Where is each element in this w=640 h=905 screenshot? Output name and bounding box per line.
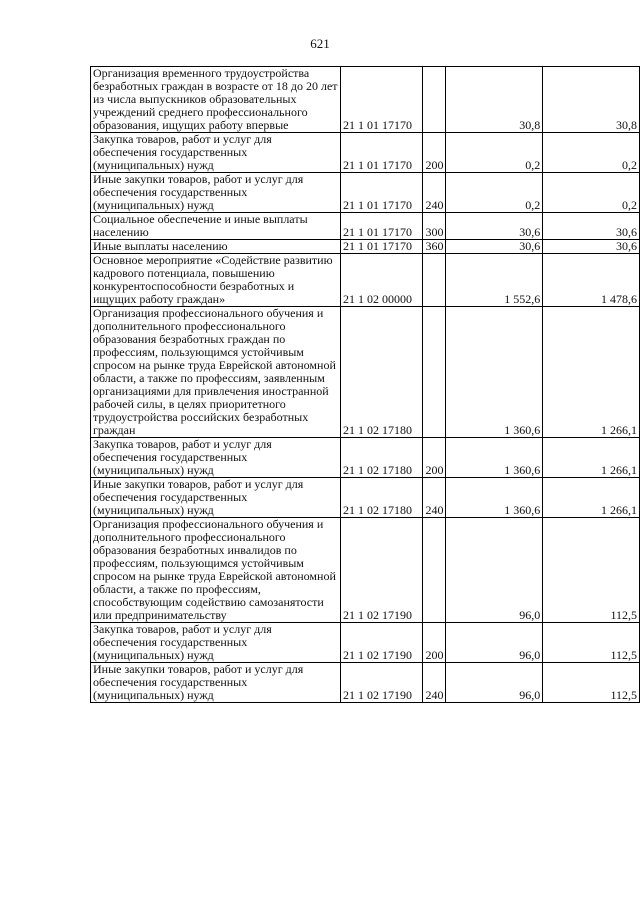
table-row xyxy=(91,307,640,438)
expense-type-code-cell: 300 xyxy=(423,213,446,240)
target-article-code-cell: 21 1 01 17170 xyxy=(340,67,423,133)
target-article-code-cell: 21 1 02 17190 xyxy=(340,623,423,663)
table-row xyxy=(91,518,640,623)
target-article-code-cell: 21 1 02 17180 xyxy=(340,307,423,438)
page-number: 621 xyxy=(310,36,330,51)
amount-year-2-cell: 112,5 xyxy=(543,663,640,703)
table-row xyxy=(91,240,640,254)
amount-year-1-cell: 30,6 xyxy=(446,240,543,254)
table-row xyxy=(91,173,640,213)
expense-name-cell: Основное мероприятие «Содействие развитию кадрового потенциала, повышению конкурентоспособности безработных и ищущих работу граждан» xyxy=(91,254,341,307)
amount-year-2-cell: 0,2 xyxy=(543,173,640,213)
expense-name-cell: Организация временного трудоустройства безработных граждан в возрасте от 18 до 20 лет из числа выпускников образовательных учреждений среднего профессионального образования, ищущих работу впервые xyxy=(91,67,341,133)
amount-year-1-cell: 1 360,6 xyxy=(446,438,543,478)
expense-name-cell: Закупка товаров, работ и услуг для обеспечения государственных (муниципальных) нужд xyxy=(91,623,341,663)
amount-year-1-cell: 0,2 xyxy=(446,173,543,213)
target-article-code-cell: 21 1 02 17190 xyxy=(340,663,423,703)
amount-year-1-cell: 96,0 xyxy=(446,663,543,703)
table-row xyxy=(91,663,640,703)
table-row xyxy=(91,67,640,133)
target-article-code-cell: 21 1 01 17170 xyxy=(340,133,423,173)
amount-year-2-cell: 0,2 xyxy=(543,133,640,173)
target-article-code-cell: 21 1 01 17170 xyxy=(340,173,423,213)
amount-year-1-cell: 96,0 xyxy=(446,623,543,663)
expense-type-code-cell: 200 xyxy=(423,133,446,173)
amount-year-2-cell: 30,6 xyxy=(543,213,640,240)
expense-type-code-cell: 200 xyxy=(423,623,446,663)
expense-name-cell: Закупка товаров, работ и услуг для обеспечения государственных (муниципальных) нужд xyxy=(91,133,341,173)
expense-name-cell: Организация профессионального обучения и дополнительного профессионального образования безработных граждан по профессиям, пользующимся устойчивым спросом на рынке труда Еврейской автономной области, а также по профессиям, заявленным организациями для привлечения иностранной рабочей силы, в целях приоритетного трудоустройства российских безработных граждан xyxy=(91,307,341,438)
expense-type-code-cell: 240 xyxy=(423,663,446,703)
table-row xyxy=(91,133,640,173)
amount-year-2-cell: 112,5 xyxy=(543,623,640,663)
target-article-code-cell: 21 1 01 17170 xyxy=(340,240,423,254)
table-row xyxy=(91,213,640,240)
table-row xyxy=(91,254,640,307)
amount-year-2-cell: 1 478,6 xyxy=(543,254,640,307)
expense-type-code-cell xyxy=(423,67,446,133)
amount-year-1-cell: 30,8 xyxy=(446,67,543,133)
amount-year-1-cell: 1 360,6 xyxy=(446,307,543,438)
amount-year-2-cell: 1 266,1 xyxy=(543,438,640,478)
amount-year-2-cell: 30,8 xyxy=(543,67,640,133)
expense-name-cell: Иные закупки товаров, работ и услуг для обеспечения государственных (муниципальных) нужд xyxy=(91,478,341,518)
amount-year-1-cell: 1 360,6 xyxy=(446,478,543,518)
expense-name-cell: Социальное обеспечение и иные выплаты населению xyxy=(91,213,341,240)
target-article-code-cell: 21 1 02 00000 xyxy=(340,254,423,307)
budget-table-body xyxy=(91,67,640,703)
expense-name-cell: Организация профессионального обучения и дополнительного профессионального образования безработных инвалидов по профессиям, пользующимся устойчивым спросом на рынке труда Еврейской автономной области, а также по профессиям, способствующим содействию самозанятости или предпринимательству xyxy=(91,518,341,623)
expense-type-code-cell: 360 xyxy=(423,240,446,254)
table-row xyxy=(91,623,640,663)
amount-year-2-cell: 1 266,1 xyxy=(543,307,640,438)
budget-table xyxy=(90,66,640,703)
amount-year-1-cell: 0,2 xyxy=(446,133,543,173)
expense-type-code-cell xyxy=(423,307,446,438)
amount-year-2-cell: 1 266,1 xyxy=(543,478,640,518)
expense-type-code-cell: 200 xyxy=(423,438,446,478)
expense-type-code-cell xyxy=(423,518,446,623)
amount-year-2-cell: 112,5 xyxy=(543,518,640,623)
table-row xyxy=(91,478,640,518)
expense-type-code-cell: 240 xyxy=(423,173,446,213)
expense-name-cell: Иные закупки товаров, работ и услуг для обеспечения государственных (муниципальных) нужд xyxy=(91,663,341,703)
target-article-code-cell: 21 1 02 17180 xyxy=(340,478,423,518)
amount-year-1-cell: 1 552,6 xyxy=(446,254,543,307)
target-article-code-cell: 21 1 02 17180 xyxy=(340,438,423,478)
amount-year-1-cell: 30,6 xyxy=(446,213,543,240)
expense-name-cell: Иные закупки товаров, работ и услуг для обеспечения государственных (муниципальных) нужд xyxy=(91,173,341,213)
amount-year-2-cell: 30,6 xyxy=(543,240,640,254)
expense-name-cell: Иные выплаты населению xyxy=(91,240,341,254)
table-row xyxy=(91,438,640,478)
expense-type-code-cell xyxy=(423,254,446,307)
target-article-code-cell: 21 1 01 17170 xyxy=(340,213,423,240)
expense-type-code-cell: 240 xyxy=(423,478,446,518)
amount-year-1-cell: 96,0 xyxy=(446,518,543,623)
target-article-code-cell: 21 1 02 17190 xyxy=(340,518,423,623)
expense-name-cell: Закупка товаров, работ и услуг для обеспечения государственных (муниципальных) нужд xyxy=(91,438,341,478)
